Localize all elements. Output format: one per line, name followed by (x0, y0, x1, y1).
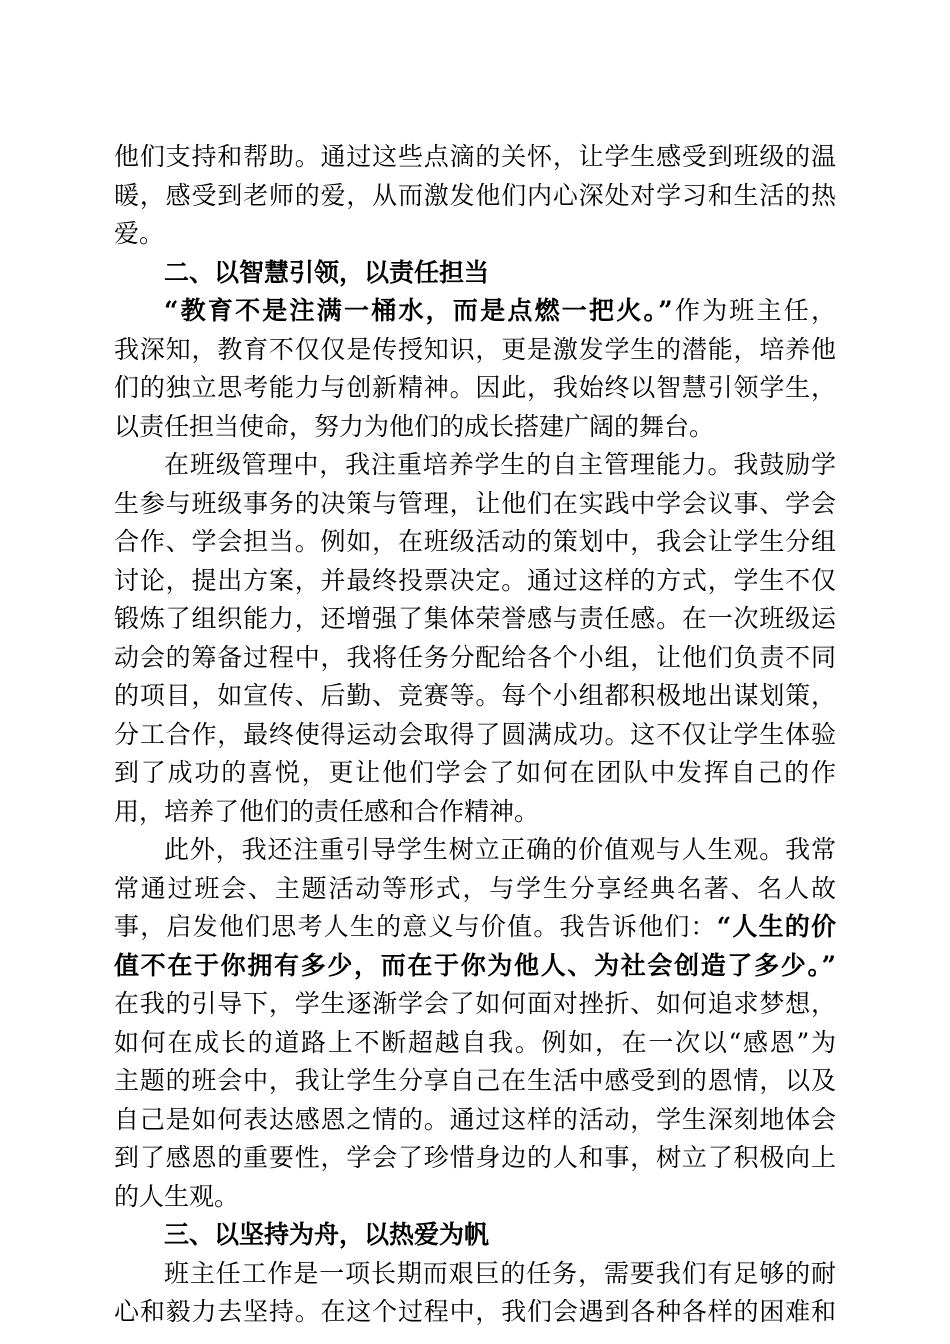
paragraph-line (114, 292, 836, 331)
paragraph-line: 自己是如何表达感恩之情的。通过这样的活动，学生深刻地体会 (114, 1104, 836, 1134)
paragraph-line: 动会的筹备过程中，我将任务分配给各个小组，让他们负责不同 (114, 642, 836, 672)
paragraph-line: 分工合作，最终使得运动会取得了圆满成功。这不仅让学生体验 (114, 719, 836, 749)
paragraph-line: 生参与班级事务的决策与管理，让他们在实践中学会议事、学会 (114, 488, 836, 518)
quote-bold: “人生的价 (716, 912, 836, 941)
paragraph-line: 锻炼了组织能力，还增强了集体荣誉感与责任感。在一次班级运 (114, 604, 836, 633)
section-heading: 三、以坚持为舟，以热爱为帆 (164, 1220, 490, 1249)
paragraph-line: 主题的班会中，我让学生分享自己在生活中感受到的恩情，以及 (114, 1066, 836, 1095)
paragraph-line: 的项目，如宣传、后勤、竞赛等。每个小组都积极地出谋划策， (114, 681, 836, 710)
paragraph-line: 此外，我还注重引导学生树立正确的价值观与人生观。我常 (164, 835, 836, 864)
paragraph-line: 班主任工作是一项长期而艰巨的任务，需要我们有足够的耐 (164, 1258, 836, 1288)
paragraph-line: 如何在成长的道路上不断超越自我。例如，在一次以“感恩”为 (114, 1027, 836, 1057)
paragraph-line: 常通过班会、主题活动等形式，与学生分享经典名著、名人故 (114, 873, 836, 903)
paragraph-line: 的人生观。 (114, 1181, 240, 1211)
paragraph-text: 事，启发他们思考人生的意义与价值。我告诉他们： (114, 912, 717, 941)
quote-bold: “教育不是注满一桶水，而是点燃一把火。” (164, 296, 673, 325)
paragraph-line: 爱。 (114, 219, 165, 248)
paragraph-line: 们的独立思考能力与创新精神。因此，我始终以智慧引领学生， (114, 373, 836, 402)
paragraph-text: 作为班主任， (672, 296, 836, 325)
paragraph-line: 合作、学会担当。例如，在班级活动的策划中，我会让学生分组 (114, 527, 836, 556)
quote-line-bold: 值不在于你拥有多少，而在于你为他人、为社会创造了多少。” (114, 950, 836, 980)
paragraph-line (114, 908, 836, 947)
paragraph-line: 到了感恩的重要性，学会了珍惜身边的人和事，树立了积极向上 (114, 1143, 836, 1172)
paragraph-line: 心和毅力去坚持。在这个过程中，我们会遇到各种各样的困难和 (114, 1297, 836, 1326)
paragraph-line: 暖，感受到老师的爱，从而激发他们内心深处对学习和生活的热 (114, 180, 836, 210)
paragraph-line: 他们支持和帮助。通过这些点滴的关怀，让学生感受到班级的温 (114, 142, 836, 171)
paragraph-line: 讨论，提出方案，并最终投票决定。通过这样的方式，学生不仅 (114, 565, 836, 595)
paragraph-line: 到了成功的喜悦，更让他们学会了如何在团队中发挥自己的作 (114, 758, 836, 787)
paragraph-line: 我深知，教育不仅仅是传授知识，更是激发学生的潜能，培养他 (114, 334, 836, 364)
paragraph-line: 用，培养了他们的责任感和合作精神。 (114, 796, 540, 826)
document-page (114, 138, 836, 1332)
paragraph-line: 在班级管理中，我注重培养学生的自主管理能力。我鼓励学 (164, 450, 836, 479)
paragraph-line: 在我的引导下，学生逐渐学会了如何面对挫折、如何追求梦想， (114, 989, 836, 1018)
section-heading: 二、以智慧引领，以责任担当 (164, 257, 490, 287)
paragraph-line: 以责任担当使命，努力为他们的成长搭建广阔的舞台。 (114, 411, 715, 441)
